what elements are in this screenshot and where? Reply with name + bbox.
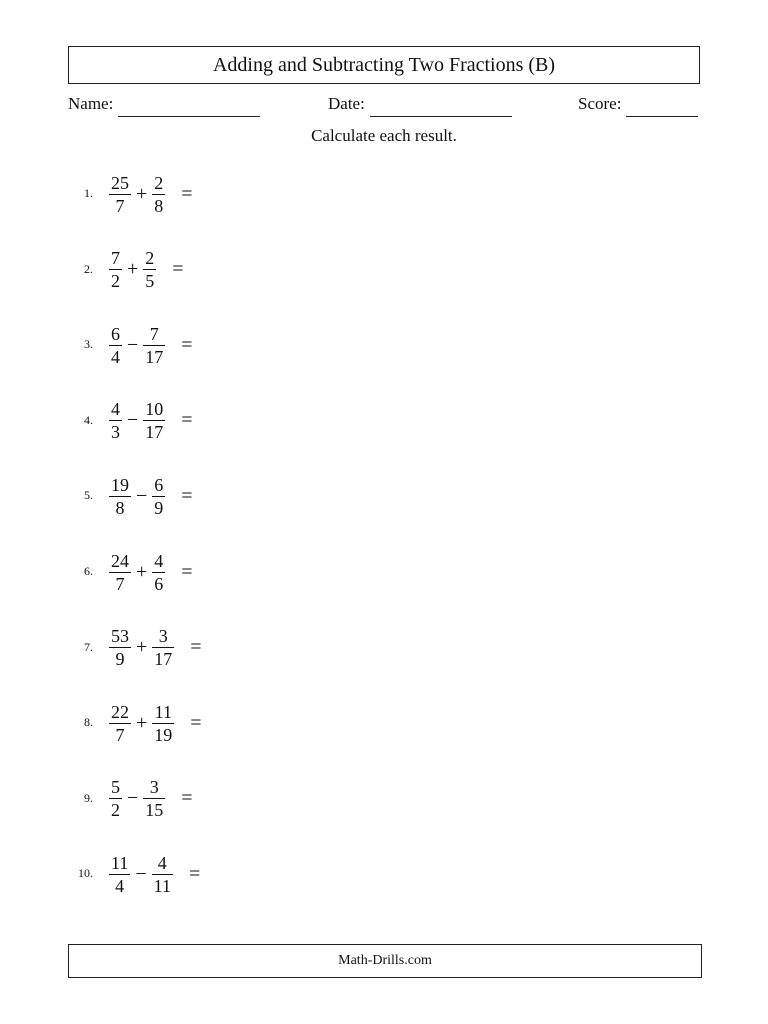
second-numerator: 3 [149, 777, 159, 798]
problem-number: 8. [84, 715, 93, 730]
equals-sign: = [181, 560, 193, 583]
instruction-text: Calculate each result. [311, 126, 457, 145]
problem-item [0, 769, 400, 829]
fraction-expression [107, 769, 193, 829]
problem-item [0, 240, 400, 300]
operator-sign: + [127, 258, 139, 281]
fraction-expression [107, 618, 202, 678]
problem-number: 7. [84, 639, 93, 654]
score-blank-line[interactable] [626, 94, 698, 117]
second-fraction [141, 323, 167, 368]
operator-sign: + [136, 182, 148, 205]
second-numerator: 4 [157, 852, 167, 873]
footer-box [68, 944, 702, 978]
second-fraction [150, 625, 176, 670]
operator-sign: − [136, 484, 148, 507]
operator-sign: − [127, 409, 139, 432]
fraction-expression [107, 240, 184, 300]
first-numerator: 6 [111, 323, 120, 344]
second-denominator: 11 [153, 875, 171, 896]
second-numerator: 2 [154, 172, 164, 193]
problem-item [0, 315, 400, 375]
first-numerator: 11 [111, 852, 129, 873]
problem-item [0, 618, 400, 678]
name-blank-line[interactable] [118, 94, 260, 117]
fraction-expression [107, 315, 193, 375]
second-numerator: 11 [154, 701, 172, 722]
first-fraction [107, 398, 124, 443]
name-label: Name: [68, 94, 114, 113]
equals-sign: = [181, 484, 193, 507]
second-numerator: 10 [145, 399, 164, 420]
second-fraction [141, 398, 167, 443]
first-denominator: 4 [115, 875, 125, 896]
problem-number: 2. [84, 261, 93, 276]
first-numerator: 22 [111, 701, 129, 722]
first-numerator: 7 [111, 248, 120, 269]
second-denominator: 6 [154, 573, 164, 594]
first-denominator: 7 [115, 724, 125, 745]
equals-sign: = [181, 409, 193, 432]
first-denominator: 2 [111, 800, 120, 821]
second-denominator: 9 [154, 497, 164, 518]
second-denominator: 19 [154, 724, 173, 745]
first-numerator: 53 [111, 626, 129, 647]
name-field [68, 94, 260, 117]
first-denominator: 3 [111, 422, 120, 443]
worksheet-title: Adding and Subtracting Two Fractions (B) [212, 53, 556, 76]
first-numerator: 25 [111, 172, 129, 193]
student-info-row [68, 94, 702, 120]
second-numerator: 2 [145, 248, 155, 269]
second-denominator: 17 [154, 649, 173, 670]
second-fraction [150, 852, 175, 897]
worksheet-title-box [68, 46, 700, 84]
score-label: Score: [578, 94, 622, 113]
fraction-expression [107, 844, 200, 904]
footer-text: Math-Drills.com [338, 953, 432, 968]
first-numerator: 19 [111, 474, 129, 495]
first-fraction [107, 474, 133, 519]
first-fraction [107, 550, 133, 595]
second-denominator: 8 [154, 195, 164, 216]
operator-sign: − [135, 862, 147, 885]
first-numerator: 5 [111, 777, 120, 798]
first-fraction [107, 323, 124, 368]
first-denominator: 7 [115, 195, 125, 216]
date-label: Date: [328, 94, 365, 113]
problem-number: 9. [84, 790, 93, 805]
problem-item [0, 693, 400, 753]
first-denominator: 2 [111, 271, 120, 292]
second-fraction [150, 550, 167, 595]
equals-sign: = [181, 787, 193, 810]
second-denominator: 15 [145, 800, 164, 821]
first-denominator: 4 [111, 346, 120, 367]
fraction-expression [107, 391, 193, 451]
first-fraction [107, 852, 132, 897]
first-denominator: 8 [115, 497, 125, 518]
equals-sign: = [172, 258, 184, 281]
first-numerator: 4 [111, 399, 120, 420]
second-denominator: 17 [145, 422, 164, 443]
second-fraction [150, 172, 167, 217]
first-denominator: 7 [115, 573, 125, 594]
second-fraction [150, 474, 167, 519]
fraction-expression [107, 466, 193, 526]
operator-sign: + [136, 711, 148, 734]
second-fraction [150, 701, 176, 746]
first-numerator: 24 [111, 550, 129, 571]
operator-sign: + [136, 560, 148, 583]
second-numerator: 6 [154, 474, 164, 495]
first-fraction [107, 625, 133, 670]
second-denominator: 5 [145, 271, 155, 292]
first-fraction [107, 172, 133, 217]
second-numerator: 3 [158, 626, 168, 647]
second-numerator: 4 [154, 550, 164, 571]
problem-item [0, 164, 400, 224]
problem-item [0, 542, 400, 602]
fraction-expression [107, 542, 193, 602]
equals-sign: = [188, 862, 201, 885]
date-blank-line[interactable] [370, 94, 512, 117]
operator-sign: − [127, 333, 139, 356]
operator-sign: + [136, 636, 148, 659]
score-field [578, 94, 698, 117]
problem-number: 6. [84, 564, 93, 578]
equals-sign: = [190, 636, 202, 659]
problem-number: 1. [84, 186, 93, 200]
date-field [328, 94, 512, 117]
problem-number: 3. [84, 337, 93, 352]
second-fraction [141, 247, 158, 292]
problem-number: 5. [84, 488, 93, 503]
fraction-expression [107, 164, 193, 224]
first-fraction [107, 776, 124, 821]
problem-number: 4. [84, 412, 93, 427]
second-denominator: 17 [145, 346, 164, 367]
problem-item [0, 844, 400, 904]
first-fraction [107, 247, 124, 292]
equals-sign: = [181, 333, 193, 356]
equals-sign: = [181, 182, 193, 205]
problem-item [0, 391, 400, 451]
second-fraction [141, 776, 167, 821]
problem-item [0, 466, 400, 526]
first-denominator: 9 [115, 649, 125, 670]
first-fraction [107, 701, 133, 746]
equals-sign: = [190, 711, 202, 734]
problem-number: 10. [78, 866, 93, 881]
second-numerator: 7 [149, 323, 159, 344]
operator-sign: − [127, 787, 139, 810]
fraction-expression [107, 693, 202, 753]
